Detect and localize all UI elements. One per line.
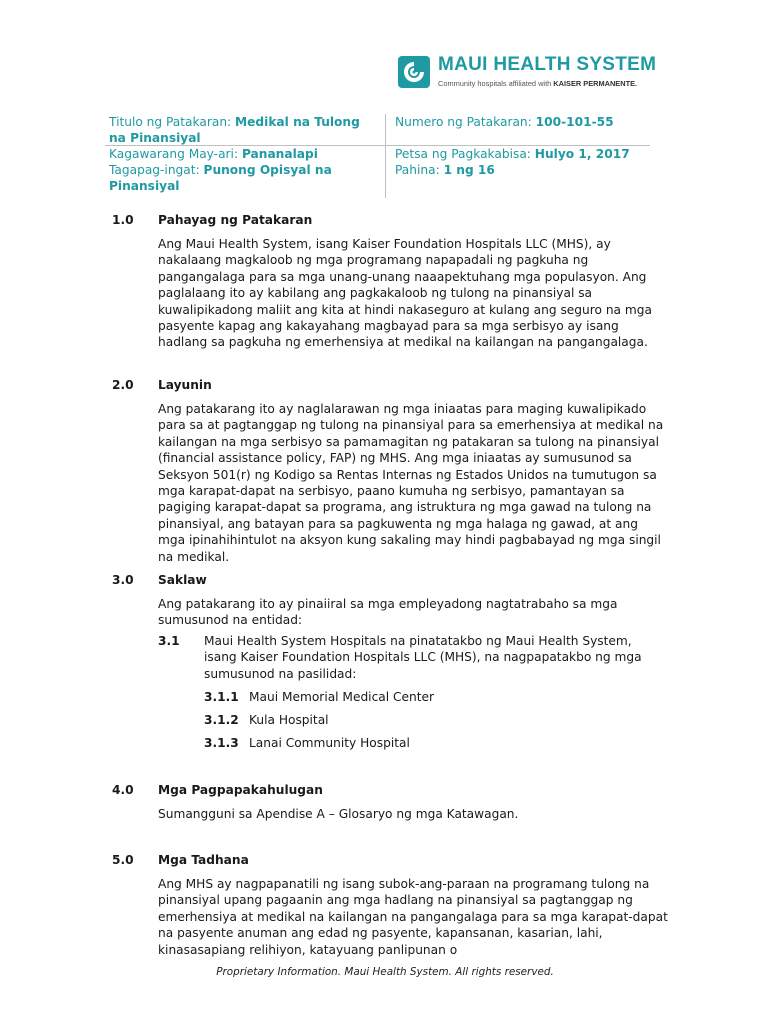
effective-date-field: Petsa ng Pagkakabisa: Hulyo 1, 2017: [395, 147, 630, 161]
section-title: Layunin: [158, 378, 212, 392]
subsection-body: Maui Health System Hospitals na pinatatakbo ng Maui Health System, isang Kaiser Foundation Hospitals LLC (MHS), na nagpapatakbo ng mga sumusunod na pasilidad:: [204, 634, 642, 681]
list-item: Lanai Community Hospital: [249, 736, 410, 750]
section-body: Ang patakarang ito ay pinaiiral sa mga empleyadong nagtatrabaho sa mga sumusunod na entidad:: [158, 597, 618, 628]
maui-health-logo: [398, 55, 656, 89]
section-body: Ang patakarang ito ay naglalarawan ng mga iniaatas para maging kuwalipikado para sa at pagtanggap ng tulong na pinansiyal para sa emerhensiya at medikal na kailangan na mga serbisyo sa pamamagitan ng patakaran sa tulong na pinansiyal (financial assistance policy, FAP) ng MHS. Ang mga iniaatas ay sumusunod sa Seksyon 501(r) ng Kodigo sa Rentas Internas ng Estados Unidos na tumutugon sa mga karapat-dapat na serbisyo, paano kumuha ng serbisyo, pamantayan sa pagiging karapat-dapat sa programa, ang istruktura ng mga gawad na tulong na pinansiyal, ang batayan para sa pagkuwenta ng mga halaga ng gawad, at ang mga ipinahihintulot na aksyon kung sakaling may hindi pagbabayad ng mga singil na medikal.: [158, 402, 664, 564]
maui-health-swirl-icon: [398, 56, 430, 88]
section-body: Ang MHS ay nagpapanatili ng isang subok-ang-paraan na programang tulong na pinansiyal upang pagaanin ang mga hadlang na pinansiyal sa pagtanggap ng emerhensiya at medikal na kailangan na pangangalaga para sa mga karapat-dapat na pasyente anuman ang edad ng pasyente, kapansanan, kasarian, lahi, kinasasapiang relihiyon, katayuang panlipunan o: [158, 877, 668, 957]
section-title: Mga Tadhana: [158, 853, 249, 867]
section-title: Pahayag ng Patakaran: [158, 213, 313, 227]
list-item-number: 3.1.3: [204, 736, 239, 750]
logo-tagline: Community hospitals affiliated with KAISER PERMANENTE.: [438, 79, 638, 88]
section-number: 5.0: [112, 853, 134, 867]
section-title: Saklaw: [158, 573, 207, 587]
section-number: 2.0: [112, 378, 134, 392]
page-footer: Proprietary Information. Maui Health System. All rights reserved.: [216, 966, 554, 978]
section-number: 1.0: [112, 213, 134, 227]
section-number: 4.0: [112, 783, 134, 797]
list-item: Kula Hospital: [249, 713, 329, 727]
policy-number-field: Numero ng Patakaran: 100-101-55: [395, 115, 614, 129]
logo-name: MAUI HEALTH SYSTEM: [438, 54, 657, 75]
list-item-number: 3.1.1: [204, 690, 239, 704]
section-body: Ang Maui Health System, isang Kaiser Foundation Hospitals LLC (MHS), ay nakalaang magkaloob ng mga programang napapadali ng pagkuha ng pangangalaga para sa mga unang-unang naaapektuhang mga populasyon. Ang paglalaang ito ay kabilang ang pagkakaloob ng tulong na pinansiyal sa kuwalipikadong maliit ang kita at hindi nakaseguro at kulang ang seguro na mga pasyente kapag ang kakayahang magbayad para sa mga serbisyo ay isang hadlang sa pagkuha ng emerhensiya at medikal na kailangan na pangangalaga.: [158, 237, 652, 350]
policy-header-table: [105, 114, 650, 198]
page-number-field: Pahina: 1 ng 16: [395, 163, 495, 177]
list-item: Maui Memorial Medical Center: [249, 690, 435, 704]
section-title: Mga Pagpapakahulugan: [158, 783, 323, 797]
section-number: 3.0: [112, 573, 134, 587]
subsection-number: 3.1: [158, 634, 180, 648]
policy-title-field: Titulo ng Patakaran: Medikal na Tulong na Pinansiyal: [109, 115, 360, 145]
section-body: Sumangguni sa Apendise A – Glosaryo ng mga Katawagan.: [158, 807, 519, 821]
department-field: Kagawarang May-ari: Pananalapi: [109, 147, 318, 161]
custodian-field: Tagapag-ingat: Punong Opisyal na Pinansiyal: [109, 163, 332, 193]
list-item-number: 3.1.2: [204, 713, 239, 727]
